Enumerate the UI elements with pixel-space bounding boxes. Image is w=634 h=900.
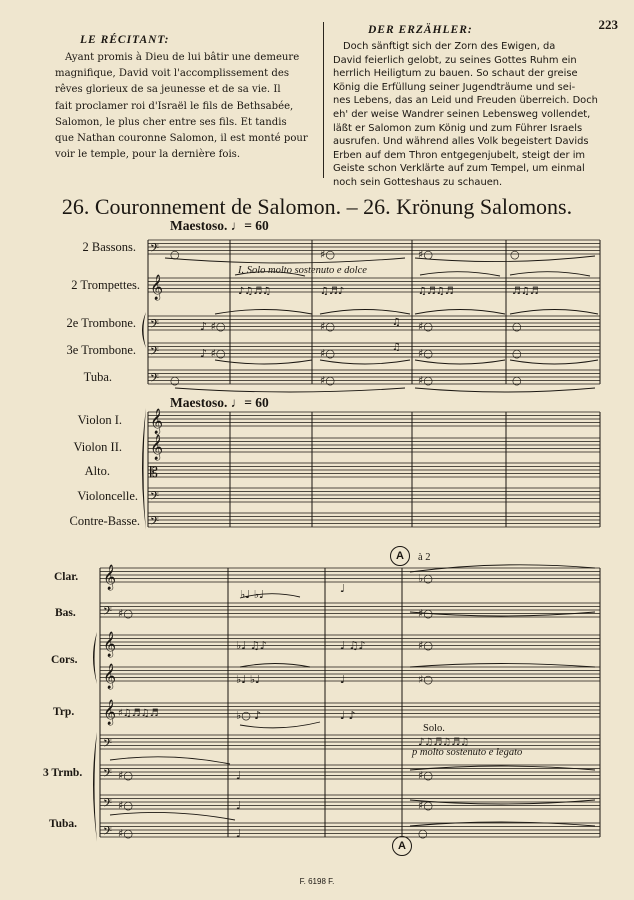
svg-text:♯○: ♯○ [418,769,433,782]
svg-text:♫♬♫♬: ♫♬♫♬ [418,286,454,297]
svg-text:𝄞: 𝄞 [150,409,164,434]
french-line: rêves glorieux de sa jeunesse et de sa vie. Il [55,84,281,96]
svg-text:♫♬♪: ♫♬♪ [320,286,345,297]
section-title: 26. Couronnement de Salomon. – 26. Krönung Salomons. [61,194,573,219]
plate-number: F. 6198 F. [299,877,335,886]
svg-text:𝄢: 𝄢 [103,767,113,783]
svg-text:𝄢: 𝄢 [150,318,160,334]
svg-text:♭♩ ♫♪: ♭♩ ♫♪ [236,639,267,652]
instrument-label: Bas. [55,607,76,619]
svg-text:𝄢: 𝄢 [103,737,113,753]
staves-bottom [100,568,600,837]
instrument-label: Violon I. [77,413,122,427]
french-line: que Nathan couronne Salomon, il est monté pour [55,133,308,145]
french-line: Ayant promis à Dieu de lui bâtir une demeure [65,52,300,63]
staff-violon2 [148,438,600,452]
svg-text:○: ○ [510,248,520,261]
svg-text:♯○: ♯○ [418,347,433,360]
svg-text:♯○: ♯○ [118,607,133,620]
german-line: eh' der weise Wandrer seinen Lebensweg vollendet, [333,108,591,120]
svg-text:𝄢: 𝄢 [103,605,113,621]
staff-alto [148,463,600,477]
svg-text:𝄞: 𝄞 [150,435,164,460]
barlines-bottom [100,568,600,837]
german-line: König die Erfüllung seiner Jugendträume und sei- [333,81,576,93]
svg-text:♩: ♩ [340,582,346,595]
staff-contrebasse [148,513,600,527]
french-line: magnifique, David voit l'accomplissement des [55,68,289,80]
solo-marking: I. Solo molto sostenuto e dolce [238,265,367,276]
svg-text:𝄞: 𝄞 [150,275,164,300]
instrument-label: Trp. [53,706,75,718]
svg-text:○: ○ [170,248,180,261]
svg-text:♪♫♬♫♬♫: ♪♫♬♫♬♫ [418,737,470,748]
svg-text:○: ○ [512,374,522,387]
instrument-label: 2 Trompettes. [71,278,140,292]
staff-tuba [148,370,600,384]
svg-text:♭○: ♭○ [418,572,433,585]
instrument-label: 2e Trombone. [66,316,136,330]
svg-text:♯○: ♯○ [418,248,433,261]
instrument-label: Cors. [51,654,78,666]
instrument-label: 2 Bassons. [82,240,136,254]
german-line: läßt er Salomon zum König und zum Führer Israels [333,122,583,134]
svg-text:♩: ♩ [236,799,242,812]
svg-text:♯○: ♯○ [320,320,335,333]
solo-marking-bottom: Solo. [423,723,445,734]
rehearsal-mark: A [390,546,410,566]
svg-text:♭○ ♪: ♭○ ♪ [236,709,262,722]
svg-text:♯○: ♯○ [418,799,433,812]
svg-text:♪ ♯○: ♪ ♯○ [200,320,226,333]
instrument-label: Clar. [54,571,79,583]
svg-text:𝄢: 𝄢 [150,372,160,388]
french-line: Salomon, le plus cher entre ses fils. Et tandis [55,116,287,128]
note-glyphs [103,242,539,841]
german-line: David feierlich gelobt, zu seines Gottes Ruhm ein [333,54,577,66]
slurs-bottom [110,565,595,826]
svg-text:♯○: ♯○ [418,673,433,686]
svg-text:○: ○ [512,320,522,333]
german-line: Doch sänftigt sich der Zorn des Ewigen, da [343,41,556,52]
french-line: fait proclamer roi d'Israël le fils de Bethsabée, [55,100,294,112]
solo-expression: p molto sostenuto e legato [412,747,523,758]
svg-text:♯○: ♯○ [320,248,335,261]
instrument-label: Contre-Basse. [69,514,140,528]
french-narrator-header: LE RÉCITANT: [80,34,170,46]
german-narrator-header: DER ERZÄHLER: [368,24,473,36]
svg-text:♯○: ♯○ [320,374,335,387]
svg-text:𝄞: 𝄞 [103,565,117,590]
svg-text:♯○: ♯○ [118,827,133,840]
german-line: nes Lebens, das an Leid und Freuden überreich. Doch [333,95,598,107]
tempo-marking: Maestoso. ♩= 60 [170,218,269,233]
svg-text:♫: ♫ [392,317,401,328]
svg-text:𝄢: 𝄢 [103,797,113,813]
svg-text:○: ○ [418,827,428,840]
instrument-label: Alto. [84,464,110,478]
svg-text:𝄞: 𝄞 [103,664,117,689]
svg-text:𝄢: 𝄢 [103,825,113,841]
instrument-label: 3e Trombone. [66,343,136,357]
svg-text:𝄢: 𝄢 [150,515,160,531]
svg-text:𝄢: 𝄢 [150,345,160,361]
rehearsal-mark-bottom: A [392,836,412,856]
svg-text:♩: ♩ [236,769,242,782]
svg-text:♬♫♬: ♬♫♬ [512,286,539,297]
staff-violoncelle [148,488,600,502]
svg-text:♯○: ♯○ [320,347,335,360]
svg-text:𝄢: 𝄢 [150,490,160,506]
german-line: Geiste schon Verklärte auf zum Tempel, um einmal [333,163,585,175]
svg-text:♪♫♬♫: ♪♫♬♫ [238,286,272,297]
svg-text:♯○: ♯○ [118,799,133,812]
svg-text:♩ ♫♪: ♩ ♫♪ [340,639,366,652]
svg-text:♩: ♩ [236,827,242,840]
svg-text:♭♩ ♭♩: ♭♩ ♭♩ [236,673,261,686]
instrument-label: Violon II. [73,440,122,454]
svg-text:♯○: ♯○ [118,769,133,782]
french-line: voir le temple, pour la dernière fois. [55,149,241,161]
german-line: noch sein Gotteshaus zu schauen. [333,176,503,188]
svg-text:𝄞: 𝄞 [103,632,117,657]
staff-violon1 [148,412,600,426]
svg-text:♩ ♪: ♩ ♪ [340,709,356,722]
svg-text:♯○: ♯○ [418,320,433,333]
german-line: ausrufen. Und während alles Volk begeistert Davids [333,136,589,148]
instrument-label: Tuba. [83,370,112,384]
svg-text:𝄢: 𝄢 [150,242,160,258]
svg-text:♯○: ♯○ [418,374,433,387]
svg-text:♪ ♯○: ♪ ♯○ [200,347,226,360]
german-line: Erben auf dem Thron entgegenjubelt, steigt der im [333,149,586,161]
svg-text:𝄞: 𝄞 [103,700,117,725]
page-number: 223 [598,17,618,32]
german-line: herrlich Heiligtum zu bauen. So schaut der greise [333,68,578,80]
staff-bassons [148,240,600,254]
brace-marks [93,312,146,842]
svg-text:♭♩ ♭♩: ♭♩ ♭♩ [240,588,265,601]
a2-marking: à 2 [418,552,431,563]
barlines-top [148,240,600,527]
svg-text:♩: ♩ [340,673,346,686]
svg-text:○: ○ [170,374,180,387]
svg-text:♯♫♬♫♬: ♯♫♬♫♬ [118,708,159,719]
instrument-label: Violoncelle. [77,489,138,503]
svg-text:○: ○ [512,347,522,360]
svg-text:♫: ♫ [392,342,401,353]
tempo-marking-strings: Maestoso. ♩= 60 [170,395,269,410]
svg-text:♯○: ♯○ [418,607,433,620]
svg-text:♯○: ♯○ [418,639,433,652]
instrument-label: 3 Trmb. [43,767,83,779]
instrument-label: Tuba. [49,818,78,830]
svg-text:𝄡: 𝄡 [150,465,158,481]
